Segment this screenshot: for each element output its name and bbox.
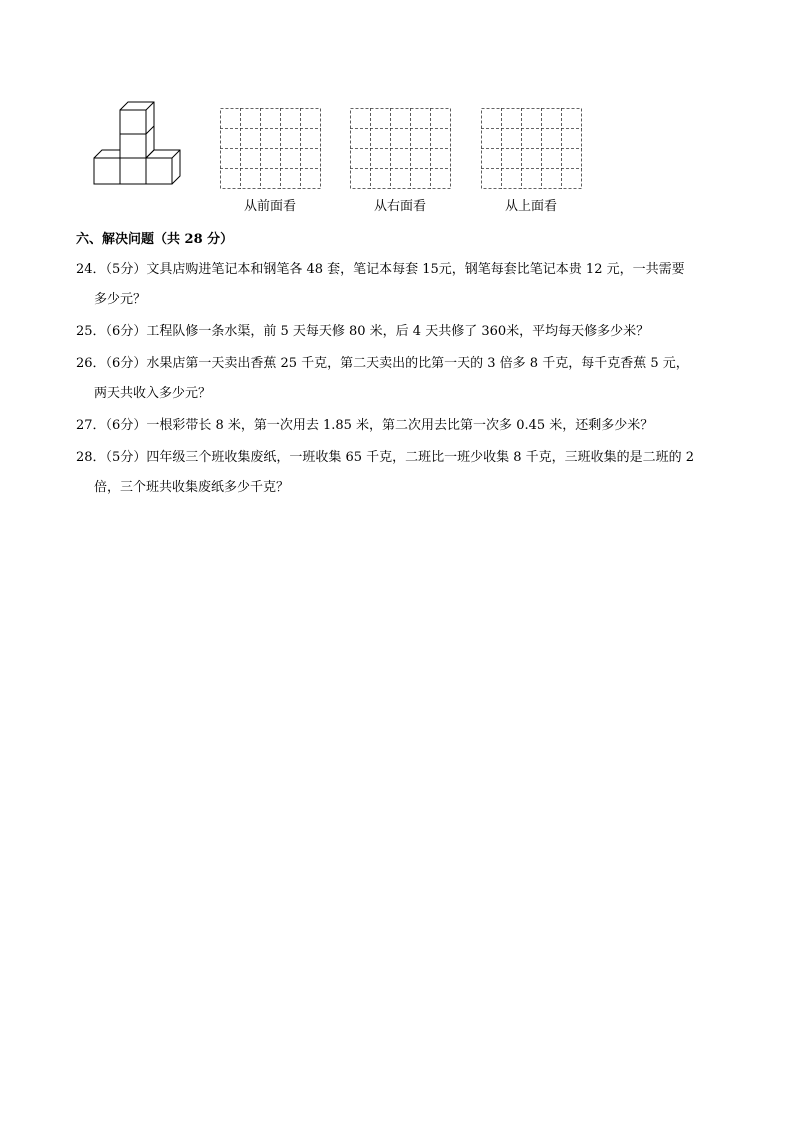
top-view-label: 从上面看 [504, 199, 557, 214]
question-26-line1: 26．（6分）水果店第一天卖出香蕉 25 千克，第二天卖出的比第一天的 3 倍多 8 千克，每千克香蕉 5 元， [76, 356, 689, 371]
right-view-label: 从右面看 [373, 199, 426, 214]
top-view-grid[interactable] [481, 108, 581, 188]
question-26-line2: 两天共收入多少元？ [94, 386, 212, 401]
right-view-grid[interactable] [350, 108, 450, 188]
cube-stack-figure [92, 98, 184, 188]
front-view-grid[interactable] [220, 108, 320, 188]
question-28-line2: 倍，三个班共收集废纸多少千克？ [94, 480, 290, 495]
question-25-line1: 25．（6分）工程队修一条水渠，前 5 天每天修 80 米，后 4 天共修了 360米，平均每天修多少米？ [76, 324, 650, 339]
question-28-line1: 28．（5分）四年级三个班收集废纸，一班收集 65 千克，二班比一班少收集 8 千克，三班收集的是二班的 2 [76, 450, 695, 465]
question-27-line1: 27．（6分）一根彩带长 8 米，第一次用去 1.85 米，第二次用去比第一次多 0.45 米，还剩多少米？ [76, 418, 654, 433]
front-view-label: 从前面看 [243, 199, 296, 214]
section-title: 六、解决问题（共 28 分） [76, 232, 234, 247]
question-24-line1: 24．（5分）文具店购进笔记本和钢笔各 48 套，笔记本每套 15元，钢笔每套比笔记本贵 12 元，一共需要 [76, 262, 685, 277]
question-24-line2: 多少元？ [94, 292, 147, 307]
